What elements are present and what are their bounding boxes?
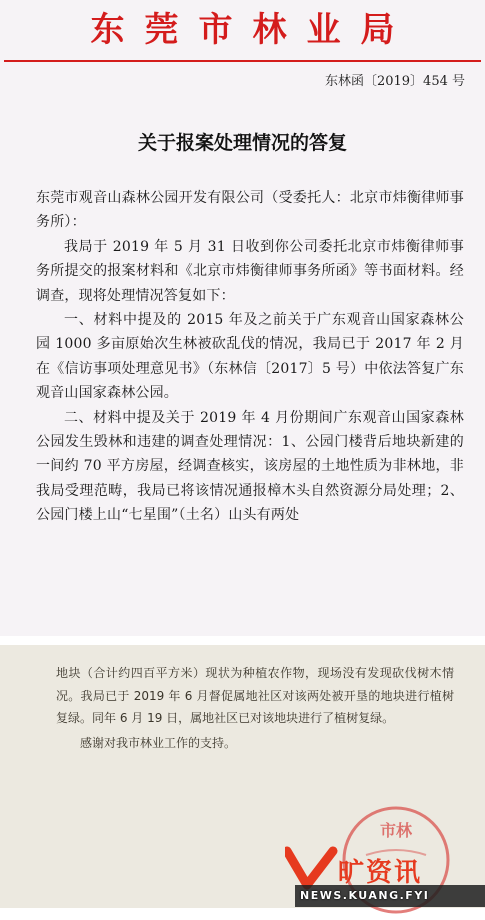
continued-paragraph: 地块（合计约四百平方米）现状为种植农作物，现场没有发现砍伐树木情况。我局已于 2019 年 6 月督促属地社区对该两处被开垦的地块进行植树复绿。同年 6 月 19 日，属地社区已对该地块进行了植树复绿。	[56, 666, 454, 725]
salutation-paragraph: 东莞市观音山森林公园开发有限公司（受委托人：北京市炜衡律师事务所）：	[36, 190, 464, 231]
body-paragraph-intro: 我局于 2019 年 5 月 31 日收到你公司委托北京市炜衡律师事务所提交的报案材料和《北京市炜衡律师事务所函》等书面材料。经调查，现将处理情况答复如下：	[36, 238, 464, 304]
body-paragraph-item-1: 一、材料中提及的 2015 年及之前关于广东观音山国家森林公园 1000 多亩原始次生林被砍乱伐的情况，我局已于 2017 年 2 月在《信访事项处理意见书》（东林信〔2017〕5 号）中依法答复广东观音山国家森林公园。	[36, 312, 464, 402]
document-body	[36, 186, 464, 528]
body-paragraph-item-2: 二、材料中提及关于 2019 年 4 月份期间广东观音山国家森林公园发生毁林和违建的调查处理情况：1、公园门楼背后地块新建的一间约 70 平方房屋，经调查核实，该房屋的土地性质为非林地，非我局受理范畴，我局已将该情况通报樟木头自然资源分局处理；2、公园门楼上山“七星围”（土名）山头有两处	[36, 409, 464, 524]
document-title: 关于报案处理情况的答复	[137, 132, 347, 154]
document-body-continued	[56, 662, 454, 754]
thanks-paragraph: 感谢对我市林业工作的支持。	[80, 735, 237, 750]
watermark-brand: 旷资讯	[338, 858, 423, 888]
document-number: 东林函〔2019〕454 号	[324, 74, 465, 89]
watermark-url: NEWS.KUANG.FYI	[300, 889, 430, 902]
org-letterhead: 东莞市林业局	[90, 10, 415, 50]
letterhead-red-rule	[4, 60, 481, 62]
seal-text: 市林	[379, 821, 413, 840]
